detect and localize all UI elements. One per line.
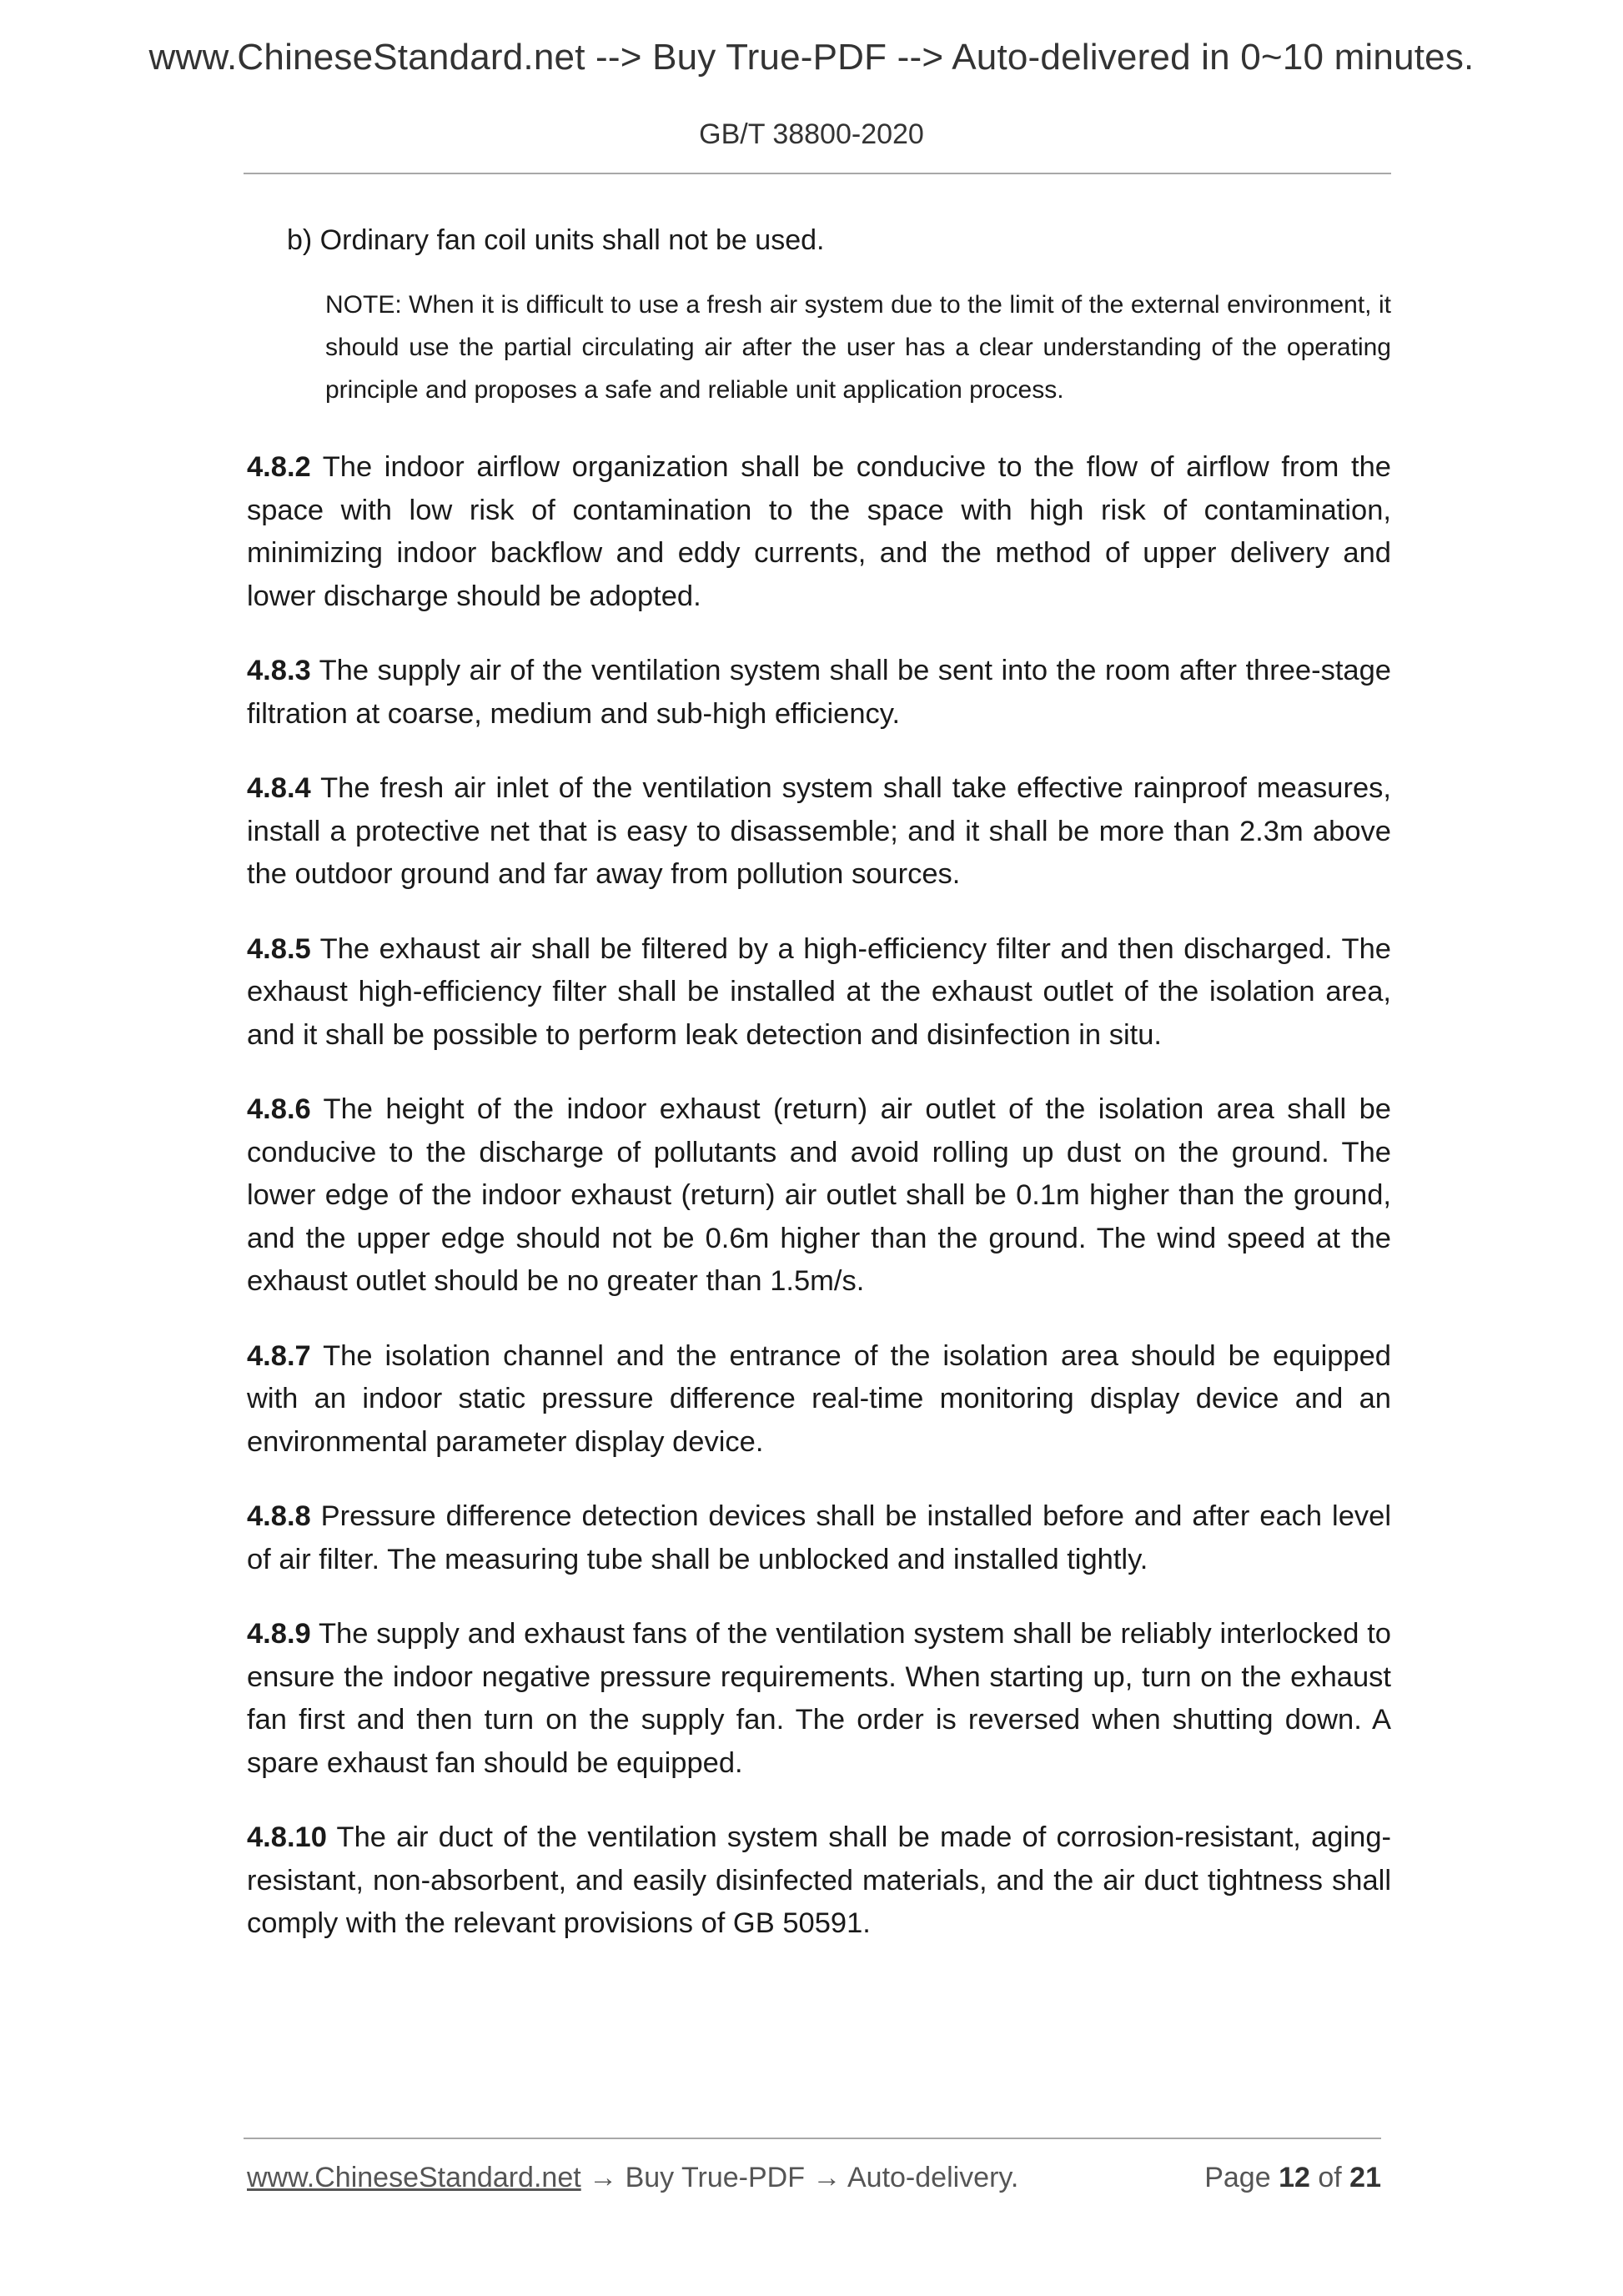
clause-text: The supply air of the ventilation system shall be sent into the room after three-stage filtration at coarse, medium and sub-high efficiency.	[247, 655, 1391, 730]
note-paragraph: NOTE: When it is difficult to use a fresh air system due to the limit of the external environment, it should use the partial circulating air after the user has a clear understanding of the operating principle and proposes a safe and reliable unit application process.	[325, 291, 1391, 404]
clause-number: 4.8.8	[247, 1500, 311, 1532]
clause-paragraph	[247, 1495, 1391, 1581]
clause-number: 4.8.3	[247, 655, 311, 686]
clause-number: 4.8.4	[247, 772, 311, 804]
clause-paragraph	[247, 650, 1391, 736]
header-divider	[244, 173, 1391, 174]
page-label: Page	[1204, 2162, 1271, 2193]
clause-paragraph	[247, 928, 1391, 1058]
page-of: of	[1318, 2162, 1342, 2193]
clause-paragraph	[247, 1088, 1391, 1304]
clause-paragraph	[247, 767, 1391, 897]
footer-site-link[interactable]: www.ChineseStandard.net	[247, 2162, 581, 2193]
clause-text: Pressure difference detection devices shall be installed before and after each level of air filter. The measuring tube shall be unblocked and installed tightly.	[247, 1500, 1391, 1575]
clause-text: The indoor airflow organization shall be conducive to the flow of airflow from the space with low risk of contamination to the space with high risk of contamination, minimizing indoor backflow and eddy currents, and the method of upper delivery and lower discharge should be adopted.	[247, 451, 1391, 612]
page-number	[1204, 2162, 1381, 2194]
clause-paragraph	[247, 1613, 1391, 1785]
clause-number: 4.8.5	[247, 932, 311, 965]
clause-paragraph	[247, 1335, 1391, 1465]
clause-paragraph	[247, 446, 1391, 618]
page-total: 21	[1349, 2162, 1381, 2193]
clause-number: 4.8.7	[247, 1339, 311, 1372]
clause-number: 4.8.6	[247, 1093, 311, 1125]
clause-paragraph	[247, 1816, 1391, 1946]
footer-divider	[244, 2138, 1381, 2139]
clause-number: 4.8.9	[247, 1618, 311, 1650]
clause-text: The supply and exhaust fans of the ventilation system shall be reliably interlocked to ensure the indoor negative pressure requirements. When starting up, turn on the exhaust fan first and then turn on the supply fan. The order is reversed when shutting down. A spare exhaust fan should be equipped.	[247, 1618, 1391, 1779]
clause-number: 4.8.10	[247, 1821, 327, 1853]
page-current: 12	[1279, 2162, 1310, 2193]
footer-left	[247, 2162, 1018, 2194]
clause-text: The height of the indoor exhaust (return) air outlet of the isolation area shall be conducive to the discharge of pollutants and avoid rolling up dust on the ground. The lower edge of the indoor exhaust (return) air outlet shall be 0.1m higher than the ground, and the upper edge should not be 0.6m higher than the ground. The wind speed at the exhaust outlet should be no greater than 1.5m/s.	[247, 1093, 1391, 1297]
clause-text: The fresh air inlet of the ventilation system shall take effective rainproof measures, install a protective net that is easy to disassemble; and it shall be more than 2.3m above the outdoor ground and far away from pollution sources.	[247, 772, 1391, 890]
clause-number: 4.8.2	[247, 451, 311, 483]
clause-list	[247, 446, 1391, 1946]
clause-text: The exhaust air shall be filtered by a high-efficiency filter and then discharged. The exhaust high-efficiency filter shall be installed at the exhaust outlet of the isolation area, and it shall be possible to perform leak detection and disinfection in situ.	[247, 932, 1391, 1051]
standard-code: GB/T 38800-2020	[699, 118, 924, 150]
list-item-b: b) Ordinary fan coil units shall not be used.	[287, 224, 825, 256]
footer-tagline: → Buy True-PDF → Auto-delivery.	[589, 2162, 1019, 2193]
top-banner: www.ChineseStandard.net --> Buy True-PDF --> Auto-delivered in 0~10 minutes.	[148, 37, 1475, 78]
clause-text: The air duct of the ventilation system shall be made of corrosion-resistant, aging-resistant, non-absorbent, and easily disinfected materials, and the air duct tightness shall comply with the relevant provisions of GB 50591.	[247, 1821, 1391, 1939]
clause-text: The isolation channel and the entrance of the isolation area should be equipped with an indoor static pressure difference real-time monitoring display device and an environmental parameter display device.	[247, 1339, 1391, 1458]
document-body	[247, 219, 1391, 1977]
